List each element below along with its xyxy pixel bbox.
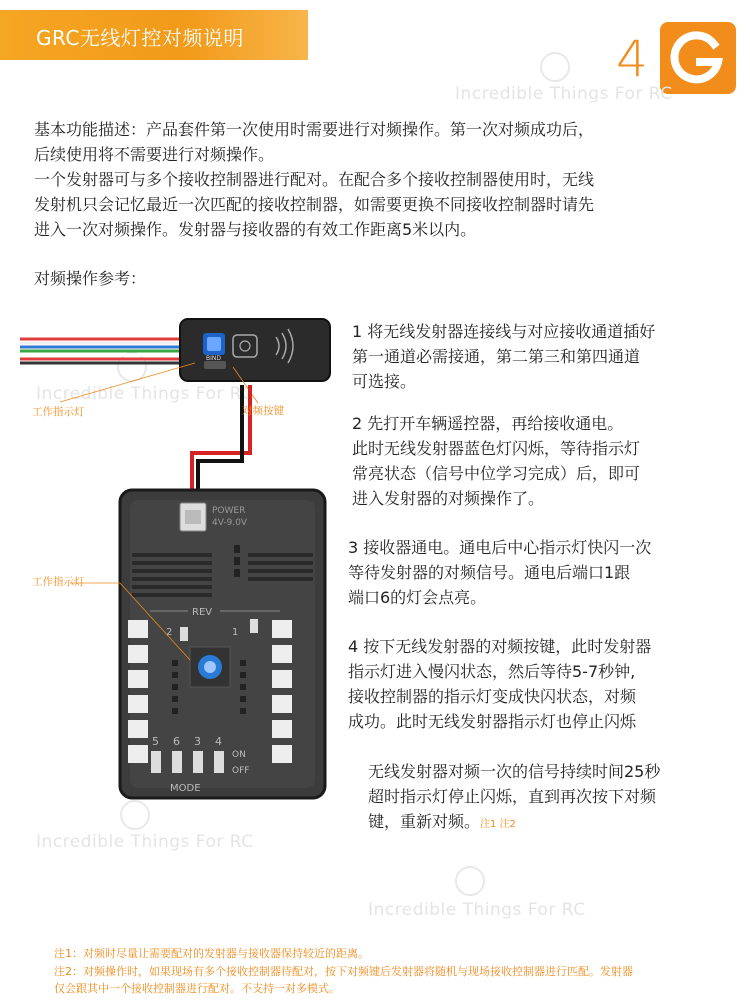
transmitter-cables (20, 339, 185, 363)
rev-label: REV (192, 607, 213, 618)
watermark: Incredible Things For RC (36, 384, 254, 404)
svg-text:1: 1 (232, 627, 239, 638)
svg-text:6: 6 (173, 735, 180, 748)
receiver-led-label: 工作指示灯 (32, 576, 85, 588)
svg-text:5: 5 (152, 735, 159, 748)
step-4-line: 指示灯进入慢闪状态，然后等待5-7秒钟, (348, 662, 636, 681)
watermark-logo-icon (455, 866, 485, 896)
watermark: Incredible Things For RC (368, 900, 586, 920)
off-label: OFF (232, 766, 250, 776)
intro-line: 基本功能描述：产品套件第一次使用时需要进行对频操作。第一次对频成功后， (34, 120, 595, 139)
bind-label: BIND (206, 355, 221, 362)
watermark-logo-icon (540, 52, 570, 82)
page-title: GRC无线灯控对频说明 (36, 26, 244, 50)
power-label: POWER (212, 506, 246, 516)
logo-number: 4 (616, 30, 648, 88)
intro-line: 发射机只会记忆最近一次匹配的接收控制器，如需要更换不同接收控制器时请先 (34, 195, 595, 214)
extra-line: 无线发射器对频一次的信号持续时间25秒 (368, 762, 661, 781)
step-3-line: 端口6的灯会点亮。 (348, 588, 487, 607)
intro-line: 后续使用将不需要进行对频操作。 (34, 145, 275, 164)
watermark: Incredible Things For RC (455, 84, 673, 104)
device-diagram (20, 315, 340, 805)
extra-line: 键，重新对频。注1 注2 (368, 812, 516, 831)
step-2-line: 此时无线发射器蓝色灯闪烁，等待指示灯 (352, 439, 641, 458)
step-1-line: 第一通道必需接通，第二第三和第四通道 (352, 347, 641, 366)
section-title: 对频操作参考： (34, 269, 147, 288)
step-1-line: 可选接。 (352, 372, 417, 391)
voltage-label: 4V-9.0V (212, 518, 248, 528)
note-reference: 注1 注2 (480, 819, 516, 830)
intro-line: 进入一次对频操作。发射器与接收器的有效工作距离5米以内。 (34, 220, 477, 239)
transmitter-body (180, 319, 330, 381)
on-label: ON (232, 750, 246, 760)
footnote-1: 注1：对频时尽量让需要配对的发射器与接收器保持较近的距离。 (54, 947, 369, 960)
step-2-line: 2 先打开车辆遥控器，再给接收通电。 (352, 414, 624, 433)
mode-label: MODE (170, 783, 201, 794)
intro-line: 一个发射器可与多个接收控制器进行配对。在配合多个接收控制器使用时，无线 (34, 170, 595, 189)
watermark: Incredible Things For RC (36, 832, 254, 852)
footnote-2-cont: 仅会跟其中一个接收控制器进行配对。不支持一对多模式。 (54, 982, 340, 995)
step-4-line: 4 按下无线发射器的对频按键，此时发射器 (348, 637, 652, 656)
pair-button-label: 对频按键 (242, 405, 284, 417)
transmitter-led-label: 工作指示灯 (32, 406, 85, 418)
step-2-line: 进入发射器的对频操作了。 (352, 489, 545, 508)
step-4-line: 接收控制器的指示灯变成快闪状态，对频 (348, 687, 637, 706)
step-2-line: 常亮状态（信号中位学习完成）后，即可 (352, 464, 641, 483)
svg-text:2: 2 (166, 627, 173, 638)
svg-text:3: 3 (194, 735, 201, 748)
step-3-line: 等待发射器的对频信号。通电后端口1跟 (348, 563, 631, 582)
svg-text:4: 4 (215, 735, 222, 748)
step-3-line: 3 接收器通电。通电后中心指示灯快闪一次 (348, 538, 652, 557)
footnote-2: 注2：对频操作时，如果现场有多个接收控制器待配对，按下对频键后发射器将随机与现场接收控制器进行匹配。发射器 (54, 965, 633, 978)
extra-line: 超时指示灯停止闪烁，直到再次按下对频 (368, 787, 657, 806)
step-1-line: 1 将无线发射器连接线与对应接收通道插好 (352, 322, 656, 341)
step-4-line: 成功。此时无线发射器指示灯也停止闪烁 (348, 712, 637, 731)
